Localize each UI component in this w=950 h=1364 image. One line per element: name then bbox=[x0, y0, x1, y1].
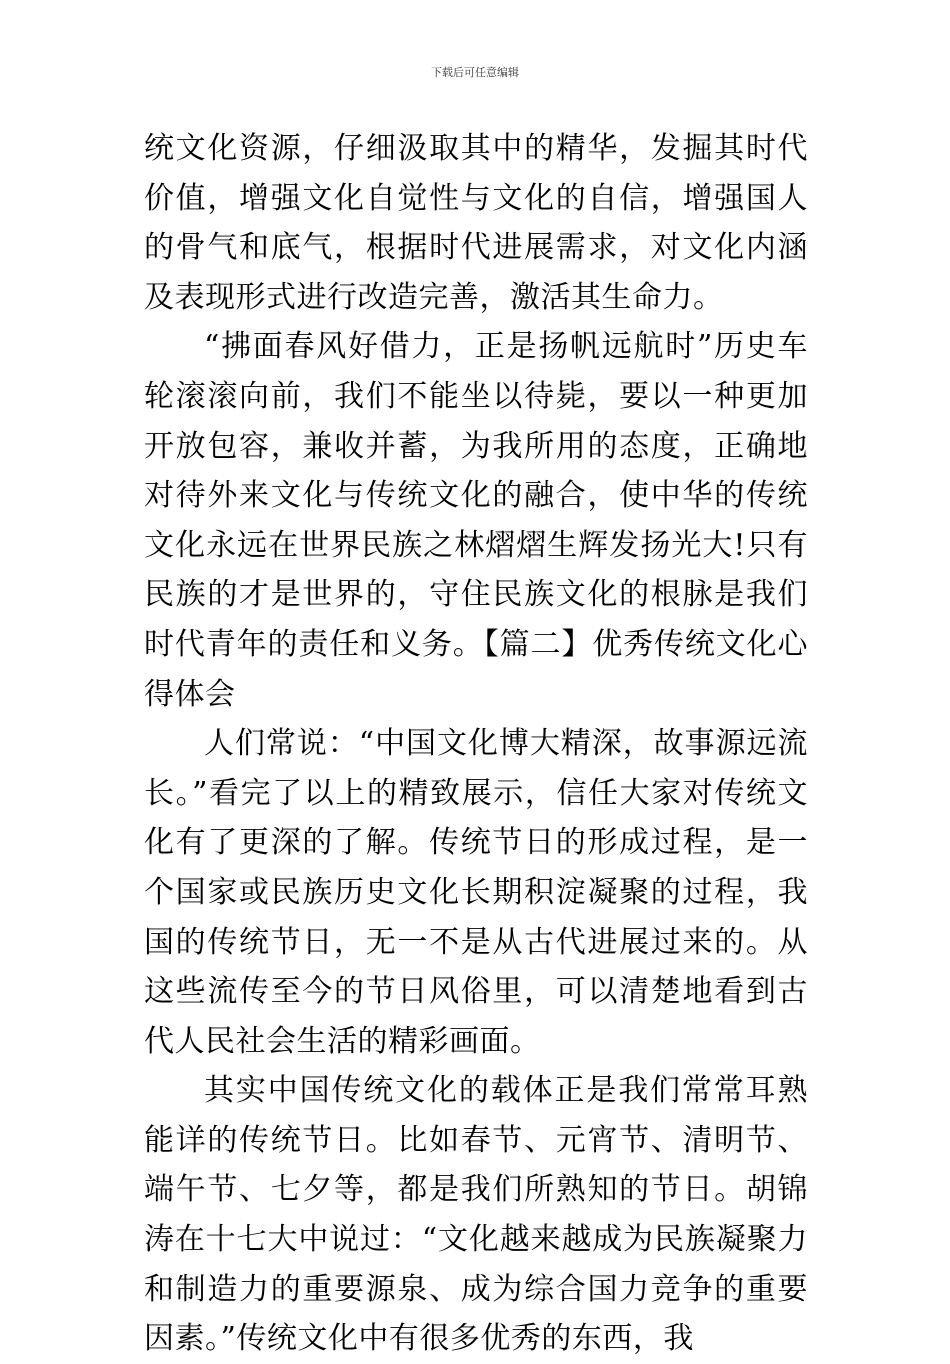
paragraph-2: “拂面春风好借力，正是扬帆远航时”历史车轮滚滚向前，我们不能坐以待毙，要以一种更加开放包容，兼收并蓄，为我所用的态度，正确地对待外来文化与传统文化的融合，使中华的传统文化永远在世界民族之林熠熠生辉发扬光大!只有民族的才是世界的，守住民族文化的根脉是我们时代青年的责任和义务。【篇二】优秀传统文化心得体会 bbox=[144, 329, 808, 712]
paragraph-1: 统文化资源，仔细汲取其中的精华，发掘其时代价值，增强文化自觉性与文化的自信，增强国人的骨气和底气，根据时代进展需求，对文化内涵及表现形式进行改造完善，激活其生命力。 bbox=[144, 131, 808, 315]
paragraph-4: 其实中国传统文化的载体正是我们常常耳熟能详的传统节日。比如春节、元宵节、清明节、端午节、七夕等，都是我们所熟知的节日。胡锦涛在十七大中说过：“文化越来越成为民族凝聚力和制造力的重要源泉、成为综合国力竞争的重要因素。”传统文化中有很多优秀的东西，我 bbox=[144, 1073, 808, 1357]
page-header-note: 下载后可任意编辑 bbox=[431, 66, 519, 79]
document-body bbox=[144, 124, 808, 1364]
paragraph-3: 人们常说：“中国文化博大精深，故事源远流长。”看完了以上的精致展示，信任大家对传统文化有了更深的了解。传统节日的形成过程，是一个国家或民族历史文化长期积淀凝聚的过程，我国的传统节日，无一不是从古代进展过来的。从这些流传至今的节日风俗里，可以清楚地看到古代人民社会生活的精彩画面。 bbox=[144, 726, 808, 1059]
